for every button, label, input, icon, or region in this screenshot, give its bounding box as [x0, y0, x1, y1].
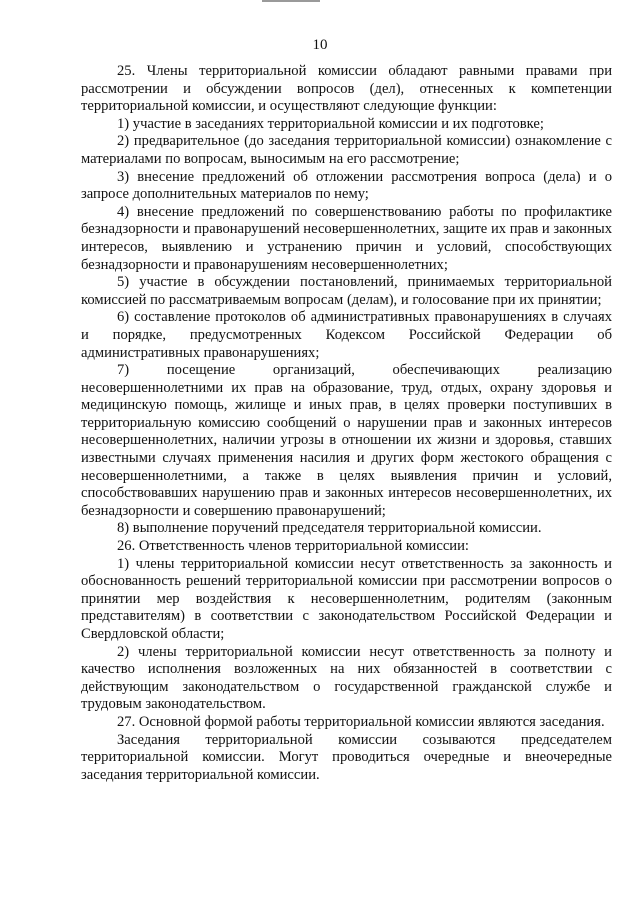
function-item-7: 7) посещение организаций, обеспечивающих реализацию несовершеннолетними их прав на образование, труд, отдых, охрану здоровья и медицинскую помощь, жилище и иных прав, в целях проверки поступивших в территориальную комиссию сообщений о нарушении прав и законных интересов несовершеннолетних, наличии угрозы в отношении их жизни и здоровья, ставших известными случаях применения насилия и других форм жестокого обращения с несовершеннолетними, а также в целях выявления причин и условий, способствовавших нарушению прав и законных интересов несовершеннолетних, их безнадзорности и совершению правонарушений; [81, 362, 612, 519]
function-item-3: 3) внесение предложений об отложении рассмотрения вопроса (дела) и о запросе дополнительных материалов по нему; [81, 168, 612, 203]
function-item-5: 5) участие в обсуждении постановлений, принимаемых территориальной комиссией по рассматриваемым вопросам (делам), и голосование при их принятии; [81, 274, 612, 308]
function-item-4: 4) внесение предложений по совершенствованию работы по профилактике безнадзорности и правонарушений несовершеннолетних, защите их прав и законных интересов, выявлению и устранению причин и условий, способствующих безнадзорности и правонарушениям несовершеннолетних; [81, 203, 612, 273]
top-edge-mark [262, 0, 320, 2]
paragraph-25: 25. Члены территориальной комиссии обладают равными правами при рассмотрении и обсуждении вопросов (дел), отнесенных к компетенции территориальной комиссии, и осуществляют следующие функции: [81, 63, 612, 115]
function-item-2: 2) предварительное (до заседания территориальной комиссии) ознакомление с материалами по вопросам, выносимым на его рассмотрение; [81, 133, 612, 167]
function-item-6: 6) составление протоколов об административных правонарушениях в случаях и порядке, предусмотренных Кодексом Российской Федерации об административных правонарушениях; [81, 309, 612, 361]
responsibility-item-2: 2) члены территориальной комиссии несут ответственность за полноту и качество исполнения возложенных на них обязанностей в соответствии с действующим законодательством о государственной гражданской службе и трудовым законодательством. [81, 643, 612, 713]
function-item-8: 8) выполнение поручений председателя территориальной комиссии. [117, 520, 542, 537]
page-number: 10 [312, 37, 328, 53]
responsibility-item-1: 1) члены территориальной комиссии несут ответственность за законность и обоснованность решений территориальной комиссии при рассмотрении вопросов о принятии мер воздействия к несовершеннолетним, родителям (законным представителям) в соответствии с законодательством Российской Федерации и Свердловской области; [81, 555, 612, 642]
paragraph-27: 27. Основной формой работы территориальной комиссии являются заседания. [117, 713, 605, 730]
document-body [81, 63, 612, 784]
meetings-paragraph: Заседания территориальной комиссии созываются председателем территориальной комиссии. Могут проводиться очередные и внеочередные заседания территориальной комиссии. [81, 731, 612, 783]
function-item-1: 1) участие в заседаниях территориальной комиссии и их подготовке; [117, 115, 544, 132]
paragraph-26: 26. Ответственность членов территориальной комиссии: [117, 538, 469, 555]
